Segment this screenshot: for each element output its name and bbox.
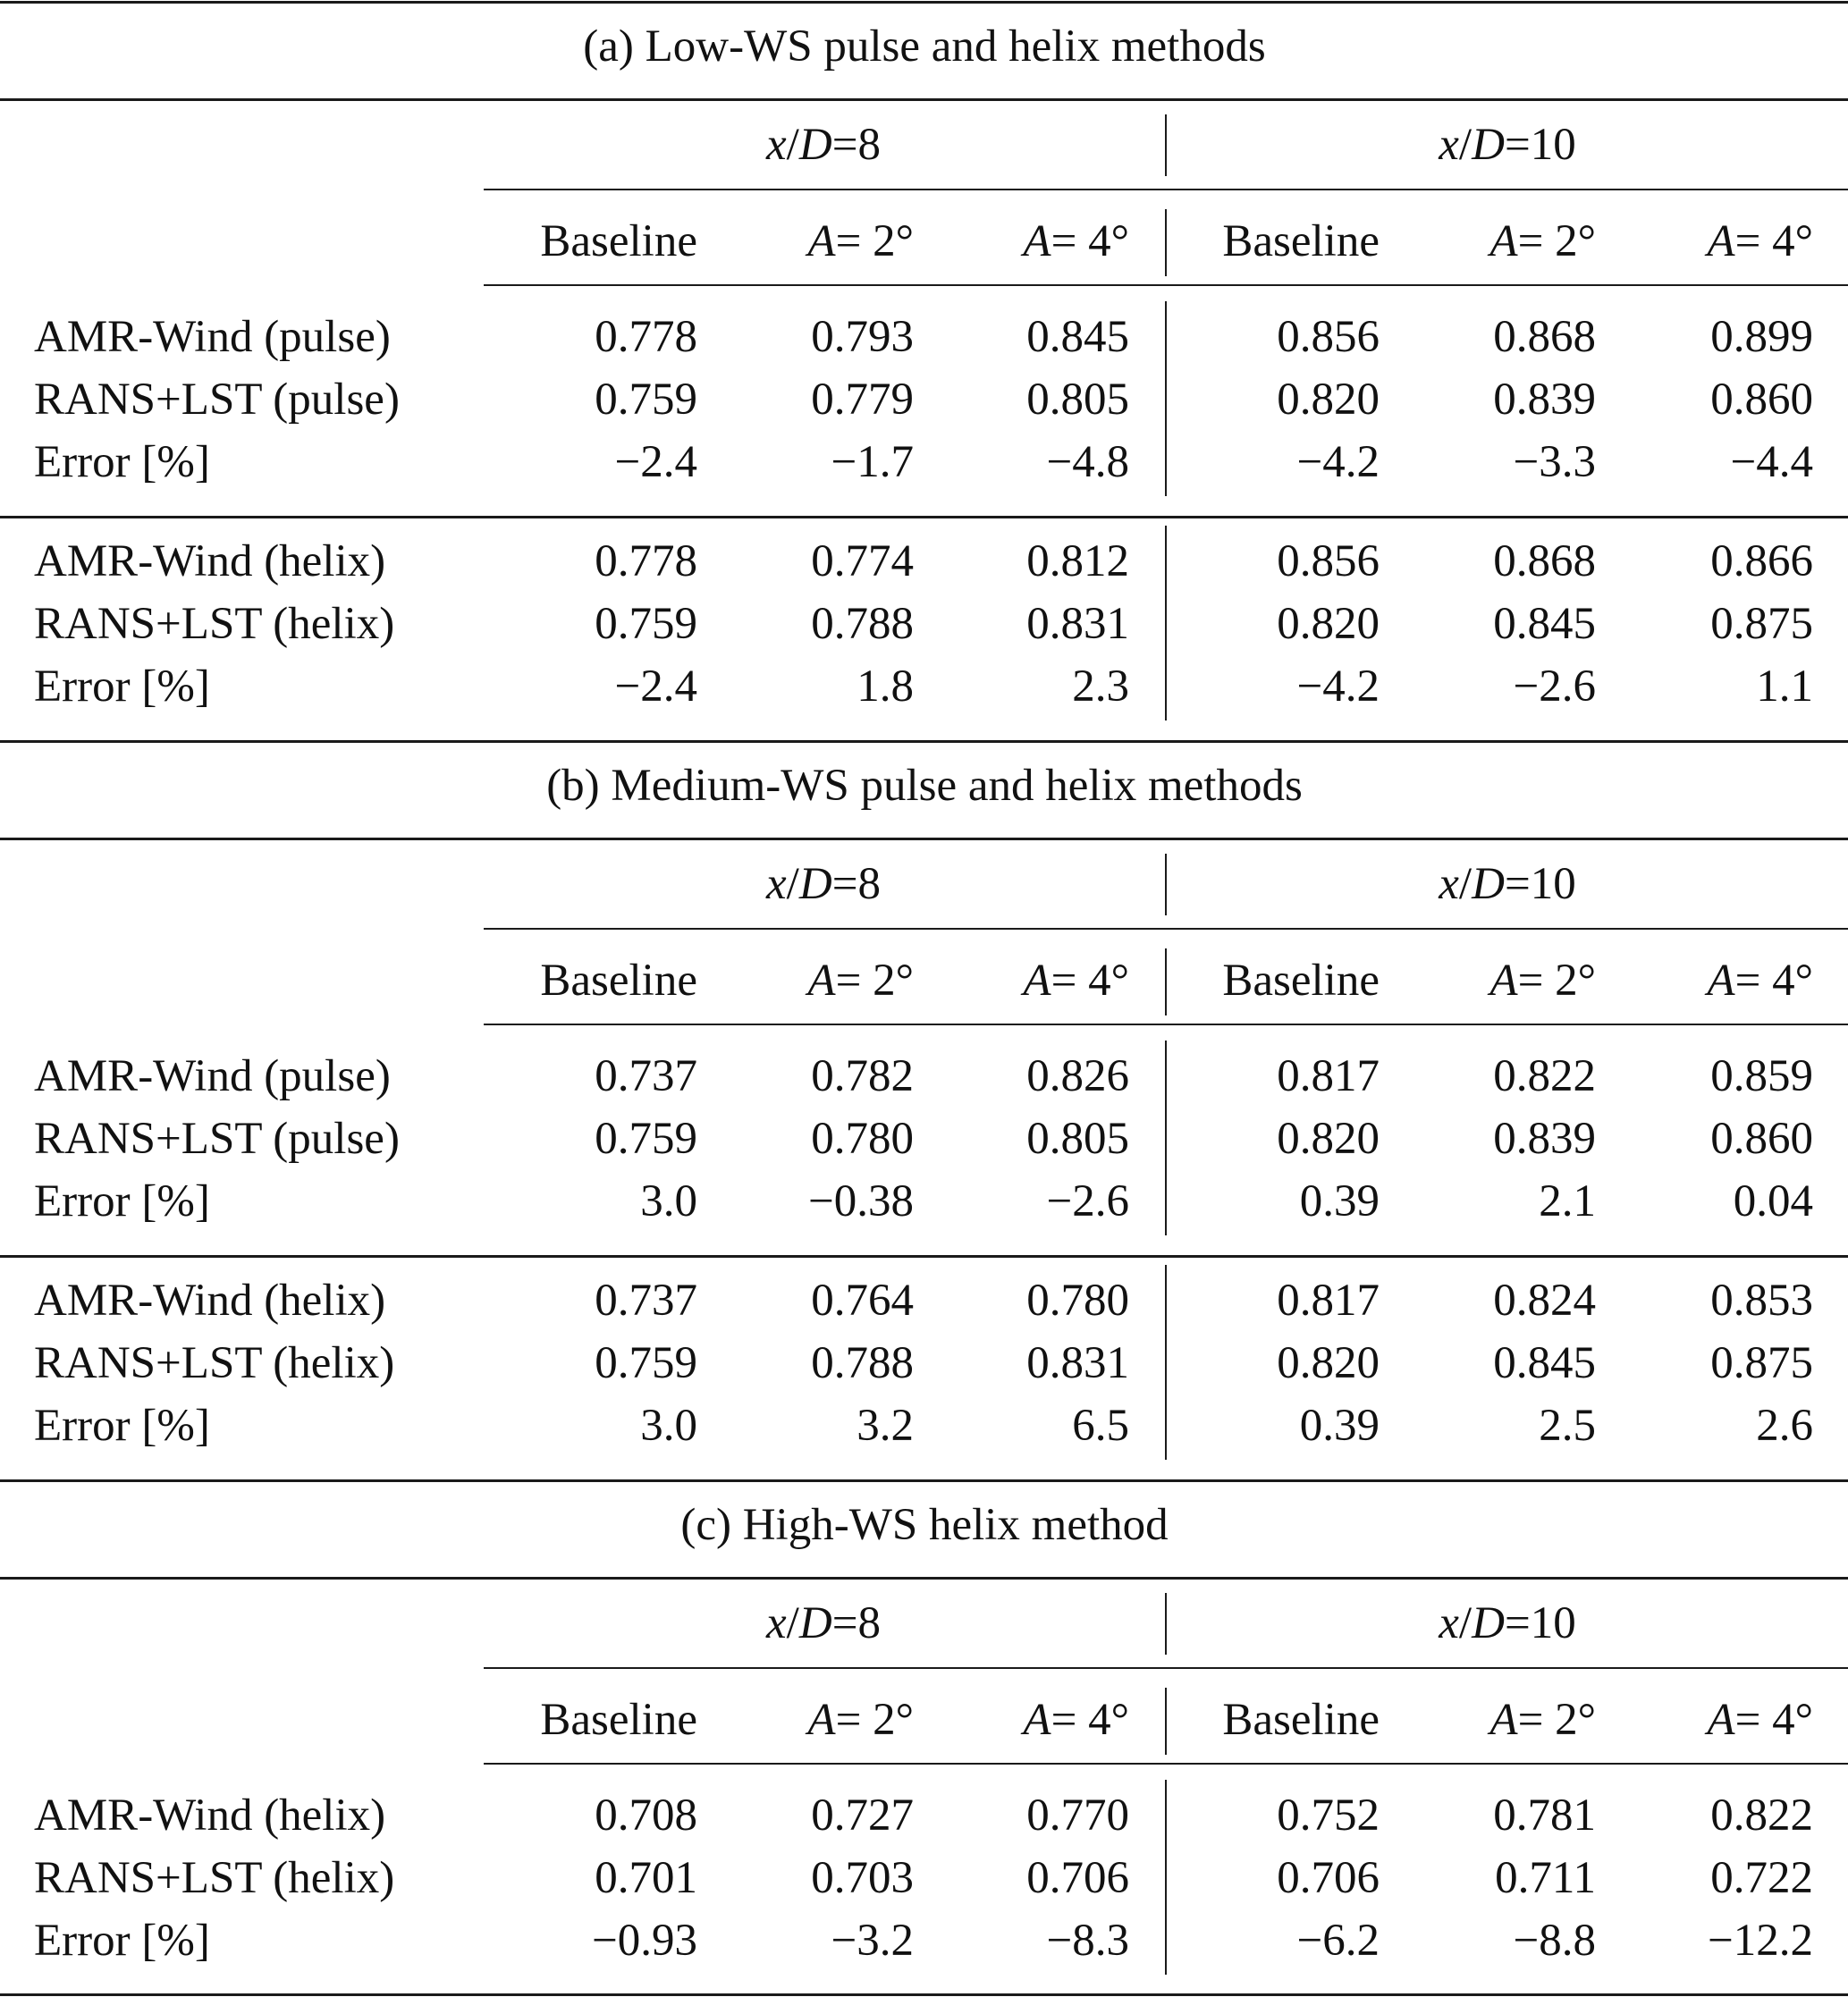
panel-title: (a) Low-WS pulse and helix methods xyxy=(583,21,1266,72)
panel-title: (b) Medium-WS pulse and helix methods xyxy=(546,760,1303,811)
math-value: 10 xyxy=(1530,858,1576,909)
math-slash: / xyxy=(786,858,799,909)
column-header-value: = 4° xyxy=(1734,1694,1813,1745)
math-equals: = xyxy=(1504,119,1531,170)
table-cell: −0.93 xyxy=(591,1915,697,1966)
table-cell: 0.845 xyxy=(1026,311,1129,362)
column-header xyxy=(540,215,697,268)
column-divider xyxy=(1165,1593,1167,1655)
table-cell: 0.711 xyxy=(1495,1852,1596,1903)
column-header xyxy=(807,954,914,1007)
column-header xyxy=(1707,1693,1813,1747)
table-cell: 0.839 xyxy=(1493,1113,1596,1164)
math-var-a: A xyxy=(807,215,836,266)
row-label: RANS+LST (helix) xyxy=(34,1337,395,1388)
math-var-a: A xyxy=(807,955,836,1006)
table-cell: 0.856 xyxy=(1277,535,1380,586)
table-cell: 0.856 xyxy=(1277,311,1380,362)
table-cell: −2.4 xyxy=(614,436,697,487)
table-cell: −12.2 xyxy=(1707,1915,1813,1966)
table-cell: −1.7 xyxy=(831,436,914,487)
panel-title-rule xyxy=(0,98,1848,101)
column-header-value: = 2° xyxy=(835,955,914,1006)
math-value: 8 xyxy=(857,1597,881,1648)
table-cell: 0.752 xyxy=(1277,1790,1380,1841)
math-var-x: x xyxy=(766,1597,787,1648)
table-cell: 0.706 xyxy=(1026,1852,1129,1903)
table-cell: 0.853 xyxy=(1710,1275,1813,1326)
table-cell: 0.764 xyxy=(811,1275,914,1326)
math-slash: / xyxy=(786,1597,799,1648)
math-equals: = xyxy=(831,119,858,170)
table-cell: 0.722 xyxy=(1710,1852,1813,1903)
column-divider xyxy=(1165,526,1167,720)
table-cell: 0.824 xyxy=(1493,1275,1596,1326)
row-label: AMR-Wind (pulse) xyxy=(34,1050,391,1101)
table-cell: 0.812 xyxy=(1026,535,1129,586)
column-header-value: = 2° xyxy=(1517,215,1596,266)
column-header xyxy=(1707,954,1813,1007)
column-header-label: Baseline xyxy=(540,955,697,1006)
column-header-value: = 4° xyxy=(1734,955,1813,1006)
table-cell: −3.2 xyxy=(831,1915,914,1966)
table-bottom-rule xyxy=(0,1993,1848,1996)
group-header-rule xyxy=(484,928,1848,930)
table-cell: 0.839 xyxy=(1493,374,1596,425)
panel-title-rule xyxy=(0,1577,1848,1580)
column-header-value: = 4° xyxy=(1734,215,1813,266)
column-header-value: = 2° xyxy=(835,215,914,266)
math-slash: / xyxy=(1458,858,1472,909)
group-header-rule xyxy=(484,189,1848,190)
math-var-d: D xyxy=(798,858,832,909)
row-label: RANS+LST (helix) xyxy=(34,1852,395,1903)
column-header-label: Baseline xyxy=(1222,955,1380,1006)
table-cell: 0.822 xyxy=(1493,1050,1596,1101)
math-var-d: D xyxy=(798,1597,832,1648)
math-var-a: A xyxy=(1023,955,1051,1006)
panel-top-rule xyxy=(0,1479,1848,1482)
math-var-d: D xyxy=(798,119,832,170)
row-label: RANS+LST (helix) xyxy=(34,598,395,649)
table-cell: 0.875 xyxy=(1710,598,1813,649)
table-cell: −2.6 xyxy=(1046,1175,1129,1226)
math-var-d: D xyxy=(1472,1597,1505,1648)
table-cell: 1.8 xyxy=(856,661,914,712)
math-var-a: A xyxy=(1023,1694,1051,1745)
column-header xyxy=(1222,954,1380,1007)
table-cell: 0.831 xyxy=(1026,598,1129,649)
table-cell: 0.39 xyxy=(1299,1175,1380,1226)
table-cell: −6.2 xyxy=(1296,1915,1380,1966)
math-var-a: A xyxy=(1489,955,1518,1006)
table-cell: 0.759 xyxy=(595,1113,697,1164)
column-header-label: Baseline xyxy=(540,1694,697,1745)
table-cell: 0.820 xyxy=(1277,374,1380,425)
column-divider xyxy=(1165,948,1167,1015)
math-var-d: D xyxy=(1472,858,1505,909)
math-value: 10 xyxy=(1530,1597,1576,1648)
math-slash: / xyxy=(1458,1597,1472,1648)
table-cell: 0.845 xyxy=(1493,598,1596,649)
column-divider xyxy=(1165,1041,1167,1235)
math-slash: / xyxy=(786,119,799,170)
column-header-rule xyxy=(484,1763,1848,1765)
column-header-value: = 2° xyxy=(835,1694,914,1745)
table-cell: 2.6 xyxy=(1756,1400,1813,1451)
math-var-x: x xyxy=(766,858,787,909)
column-header-value: = 2° xyxy=(1517,1694,1596,1745)
column-header xyxy=(1222,1693,1380,1747)
table-cell: 0.817 xyxy=(1277,1275,1380,1326)
table-cell: −2.4 xyxy=(614,661,697,712)
row-label: Error [%] xyxy=(34,1400,210,1451)
column-header-label: Baseline xyxy=(1222,215,1380,266)
column-header xyxy=(540,1693,697,1747)
table-cell: 0.805 xyxy=(1026,374,1129,425)
math-equals: = xyxy=(1504,1597,1531,1648)
table-cell: −0.38 xyxy=(807,1175,914,1226)
math-equals: = xyxy=(1504,858,1531,909)
row-label: Error [%] xyxy=(34,436,210,487)
math-var-a: A xyxy=(1489,215,1518,266)
table-cell: 0.831 xyxy=(1026,1337,1129,1388)
table-cell: 0.780 xyxy=(1026,1275,1129,1326)
math-equals: = xyxy=(831,1597,858,1648)
column-header xyxy=(1023,215,1129,268)
table-cell: 1.1 xyxy=(1756,661,1813,712)
column-header-value: = 4° xyxy=(1051,955,1129,1006)
table-cell: 0.820 xyxy=(1277,598,1380,649)
table-cell: −3.3 xyxy=(1513,436,1596,487)
table-cell: 0.793 xyxy=(811,311,914,362)
math-var-x: x xyxy=(1439,1597,1459,1648)
table-cell: 3.2 xyxy=(856,1400,914,1451)
row-label: Error [%] xyxy=(34,661,210,712)
row-label: AMR-Wind (helix) xyxy=(34,535,386,586)
math-equals: = xyxy=(831,858,858,909)
group-header xyxy=(1439,118,1575,172)
column-header-label: Baseline xyxy=(1222,1694,1380,1745)
column-divider xyxy=(1165,301,1167,496)
table-cell: 0.866 xyxy=(1710,535,1813,586)
math-var-a: A xyxy=(1707,215,1735,266)
math-var-a: A xyxy=(1707,1694,1735,1745)
column-header xyxy=(1489,215,1596,268)
math-var-x: x xyxy=(1439,119,1459,170)
group-header xyxy=(766,118,881,172)
table-cell: 0.39 xyxy=(1299,1400,1380,1451)
column-header xyxy=(1023,954,1129,1007)
table-cell: 0.759 xyxy=(595,598,697,649)
table-cell: 0.788 xyxy=(811,598,914,649)
table-cell: 0.820 xyxy=(1277,1337,1380,1388)
table-cell: 2.5 xyxy=(1539,1400,1596,1451)
group-header xyxy=(766,1597,881,1650)
panel-title: (c) High-WS helix method xyxy=(680,1499,1169,1550)
table-cell: 6.5 xyxy=(1072,1400,1129,1451)
row-label: AMR-Wind (helix) xyxy=(34,1275,386,1326)
panel-title-rule xyxy=(0,838,1848,840)
table-cell: 0.781 xyxy=(1493,1790,1596,1841)
table-cell: 0.859 xyxy=(1710,1050,1813,1101)
table-cell: 0.868 xyxy=(1493,535,1596,586)
panel-top-rule xyxy=(0,740,1848,743)
table-cell: 0.845 xyxy=(1493,1337,1596,1388)
column-header xyxy=(1023,1693,1129,1747)
table-cell: 0.779 xyxy=(811,374,914,425)
math-var-a: A xyxy=(1489,1694,1518,1745)
table-cell: −4.2 xyxy=(1296,436,1380,487)
table-cell: 0.04 xyxy=(1733,1175,1813,1226)
table-cell: 0.782 xyxy=(811,1050,914,1101)
column-divider xyxy=(1165,854,1167,915)
table-cell: −8.3 xyxy=(1046,1915,1129,1966)
table-cell: 0.899 xyxy=(1710,311,1813,362)
group-header-rule xyxy=(484,1667,1848,1669)
table-cell: 0.770 xyxy=(1026,1790,1129,1841)
column-divider xyxy=(1165,114,1167,176)
column-header-rule xyxy=(484,284,1848,286)
column-divider xyxy=(1165,1688,1167,1755)
row-label: AMR-Wind (helix) xyxy=(34,1790,386,1841)
table-cell: 0.875 xyxy=(1710,1337,1813,1388)
column-header-value: = 4° xyxy=(1051,215,1129,266)
table-cell: 0.701 xyxy=(595,1852,697,1903)
column-header xyxy=(807,215,914,268)
row-label: Error [%] xyxy=(34,1175,210,1226)
table-cell: 0.778 xyxy=(595,311,697,362)
row-label: RANS+LST (pulse) xyxy=(34,1113,400,1164)
table-cell: 0.817 xyxy=(1277,1050,1380,1101)
math-value: 8 xyxy=(857,119,881,170)
column-header-rule xyxy=(484,1024,1848,1025)
table-cell: 0.774 xyxy=(811,535,914,586)
row-label: Error [%] xyxy=(34,1915,210,1966)
math-var-a: A xyxy=(1023,215,1051,266)
table-cell: −8.8 xyxy=(1513,1915,1596,1966)
table-cell: −4.2 xyxy=(1296,661,1380,712)
block-separator-rule xyxy=(0,1255,1848,1258)
table-cell: 0.778 xyxy=(595,535,697,586)
table-cell: 0.737 xyxy=(595,1050,697,1101)
column-header xyxy=(1489,1693,1596,1747)
column-divider xyxy=(1165,1265,1167,1460)
table-cell: 0.780 xyxy=(811,1113,914,1164)
panel-top-rule xyxy=(0,1,1848,4)
table-cell: 0.708 xyxy=(595,1790,697,1841)
column-header-value: = 4° xyxy=(1051,1694,1129,1745)
group-header xyxy=(1439,857,1575,911)
column-header xyxy=(807,1693,914,1747)
group-header xyxy=(1439,1597,1575,1650)
table-cell: 3.0 xyxy=(640,1175,697,1226)
table-cell: 2.1 xyxy=(1539,1175,1596,1226)
math-value: 10 xyxy=(1530,119,1576,170)
group-header xyxy=(766,857,881,911)
table-cell: 0.820 xyxy=(1277,1113,1380,1164)
table-cell: 0.759 xyxy=(595,374,697,425)
table-cell: 3.0 xyxy=(640,1400,697,1451)
math-var-a: A xyxy=(807,1694,836,1745)
column-divider xyxy=(1165,1780,1167,1975)
column-divider xyxy=(1165,209,1167,276)
block-separator-rule xyxy=(0,516,1848,518)
math-var-a: A xyxy=(1707,955,1735,1006)
table-cell: 0.860 xyxy=(1710,374,1813,425)
column-header xyxy=(1489,954,1596,1007)
math-var-x: x xyxy=(1439,858,1459,909)
table-cell: 0.826 xyxy=(1026,1050,1129,1101)
row-label: AMR-Wind (pulse) xyxy=(34,311,391,362)
table-cell: 0.727 xyxy=(811,1790,914,1841)
table-cell: 0.805 xyxy=(1026,1113,1129,1164)
column-header-label: Baseline xyxy=(540,215,697,266)
table-cell: 0.703 xyxy=(811,1852,914,1903)
table-cell: 0.822 xyxy=(1710,1790,1813,1841)
row-label: RANS+LST (pulse) xyxy=(34,374,400,425)
table-cell: 0.759 xyxy=(595,1337,697,1388)
column-header xyxy=(540,954,697,1007)
table-cell: −4.8 xyxy=(1046,436,1129,487)
math-slash: / xyxy=(1458,119,1472,170)
table-cell: −4.4 xyxy=(1730,436,1813,487)
math-var-d: D xyxy=(1472,119,1505,170)
table-cell: 2.3 xyxy=(1072,661,1129,712)
math-var-x: x xyxy=(766,119,787,170)
table-cell: 0.868 xyxy=(1493,311,1596,362)
column-header xyxy=(1707,215,1813,268)
math-value: 8 xyxy=(857,858,881,909)
table-cell: 0.788 xyxy=(811,1337,914,1388)
table-cell: 0.737 xyxy=(595,1275,697,1326)
table-cell: 0.860 xyxy=(1710,1113,1813,1164)
column-header-value: = 2° xyxy=(1517,955,1596,1006)
column-header xyxy=(1222,215,1380,268)
table-cell: −2.6 xyxy=(1513,661,1596,712)
table-cell: 0.706 xyxy=(1277,1852,1380,1903)
